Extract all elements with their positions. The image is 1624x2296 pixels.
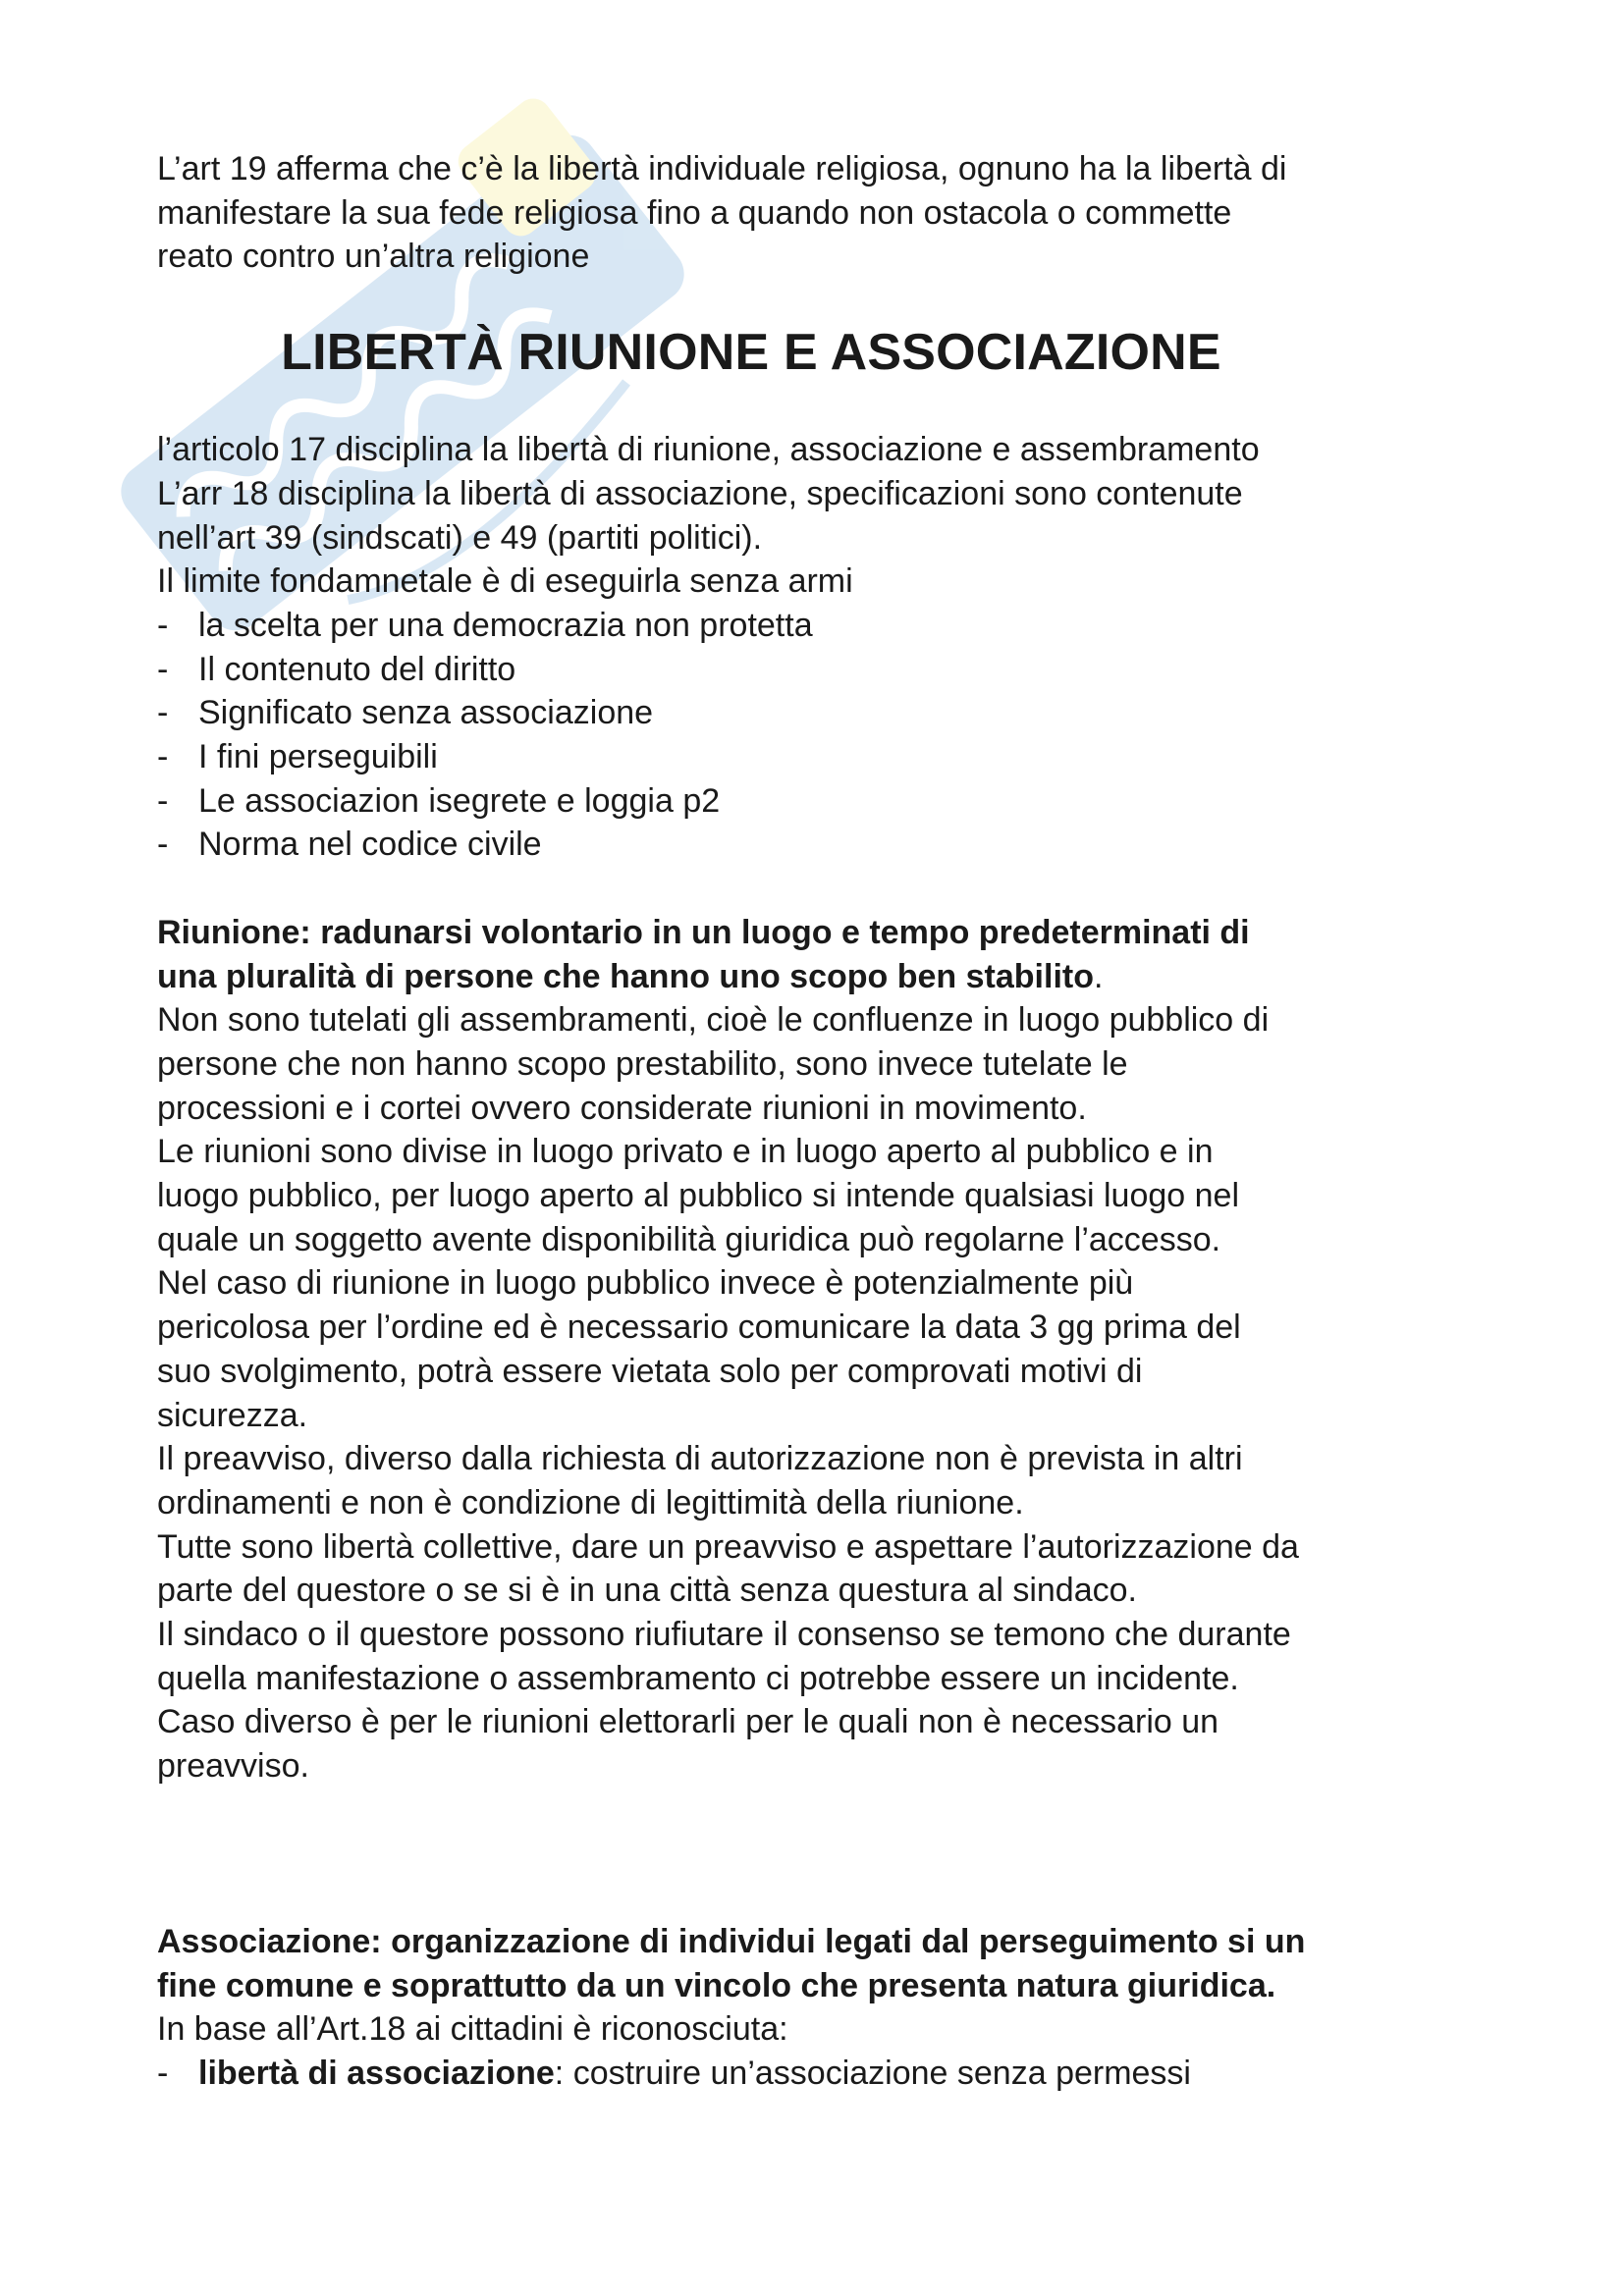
riunione-line: persone che non hanno scopo prestabilito, sono invece tutelate le: [157, 1044, 1128, 1083]
intro-line: L’art 19 afferma che c’è la libertà individuale religiosa, ognuno ha la libertà di: [157, 150, 1287, 187]
riunione-section: [157, 911, 1492, 1789]
associazione-list: [157, 2052, 1492, 2096]
document-page: [157, 147, 1492, 2096]
riunione-line: processioni e i cortei ovvero considerate riunioni in movimento.: [157, 1089, 1087, 1127]
dash-bullet: -: [157, 650, 169, 688]
list-item: - Norma nel codice civile: [157, 823, 1492, 867]
dash-bullet: -: [157, 694, 169, 732]
riunione-line: pericolosa per l’ordine ed è necessario comunicare la data 3 gg prima del: [157, 1308, 1241, 1347]
riunione-line: Non sono tutelati gli assembramenti, cioè le confluenze in luogo pubblico di: [157, 1001, 1270, 1040]
intro-line: reato contro un’altra religione: [157, 238, 590, 276]
intro-line: manifestare la sua fede religiosa fino a quando non ostacola o commette: [157, 193, 1232, 232]
associazione-heading-line: Associazione: organizzazione di individui legati dal perseguimento si un: [157, 1922, 1306, 1960]
intro-paragraph: [157, 147, 1492, 279]
riunione-line: quale un soggetto avente disponibilità giuridica può regolarne l’accesso.: [157, 1220, 1221, 1258]
section1-line: L’arr 18 disciplina la libertà di associazione, specificazioni sono contenute: [157, 474, 1243, 512]
riunione-line: sicurezza.: [157, 1396, 308, 1434]
section1-line: nell’art 39 (sindscati) e 49 (partiti politici).: [157, 518, 763, 557]
list-item: - la scelta per una democrazia non protetta: [157, 604, 1492, 648]
section1-paragraph: [157, 428, 1492, 604]
riunione-heading-line: una pluralità di persone che hanno uno scopo ben stabilito.: [157, 957, 1104, 995]
riunione-line: luogo pubblico, per luogo aperto al pubblico si intende qualsiasi luogo nel: [157, 1177, 1240, 1215]
riunione-line: Caso diverso è per le riunioni elettorarli per le quali non è necessario un: [157, 1703, 1219, 1741]
dash-bullet: -: [157, 781, 169, 820]
list-item: - I fini perseguibili: [157, 735, 1492, 779]
associazione-heading-line: fine comune e soprattutto da un vincolo che presenta natura giuridica.: [157, 1966, 1276, 2004]
riunione-line: parte del questore o se si è in una città senza questura al sindaco.: [157, 1572, 1137, 1610]
list-item: - Le associazion isegrete e loggia p2: [157, 779, 1492, 824]
topics-list: [157, 604, 1492, 867]
riunione-line: Nel caso di riunione in luogo pubblico invece è potenzialmente più: [157, 1264, 1134, 1303]
riunione-line: ordinamenti e non è condizione di legittimità della riunione.: [157, 1483, 1024, 1522]
list-item: - Il contenuto del diritto: [157, 648, 1492, 692]
riunione-line: Il sindaco o il questore possono riufiutare il consenso se temono che durante: [157, 1616, 1291, 1654]
dash-bullet: -: [157, 826, 169, 864]
associazione-section: [157, 1920, 1492, 2096]
riunione-heading-line: Riunione: radunarsi volontario in un luogo e tempo predeterminati di: [157, 913, 1250, 951]
riunione-line: quella manifestazione o assembramento ci potrebbe essere un incidente.: [157, 1659, 1239, 1697]
riunione-line: Il preavviso, diverso dalla richiesta di autorizzazione non è prevista in altri: [157, 1440, 1243, 1478]
list-item: - libertà di associazione: costruire un’associazione senza permessi: [157, 2052, 1492, 2096]
riunione-line: suo svolgimento, potrà essere vietata solo per comprovati motivi di: [157, 1352, 1143, 1390]
riunione-line: preavviso.: [157, 1747, 309, 1786]
associazione-intro: In base all’Art.18 ai cittadini è riconosciuta:: [157, 2010, 788, 2049]
dash-bullet: -: [157, 738, 169, 776]
section1-line: Il limite fondamnetale è di eseguirla senza armi: [157, 562, 853, 601]
section-title: LIBERTÀ RIUNIONE E ASSOCIAZIONE: [281, 324, 1221, 382]
list-item: - Significato senza associazione: [157, 691, 1492, 735]
section1-line: l’articolo 17 disciplina la libertà di riunione, associazione e assembramento: [157, 431, 1260, 469]
dash-bullet: -: [157, 606, 169, 644]
dash-bullet: -: [157, 2055, 169, 2092]
riunione-line: Tutte sono libertà collettive, dare un preavviso e aspettare l’autorizzazione da: [157, 1527, 1299, 1566]
riunione-line: Le riunioni sono divise in luogo privato e in luogo aperto al pubblico e in: [157, 1133, 1214, 1171]
